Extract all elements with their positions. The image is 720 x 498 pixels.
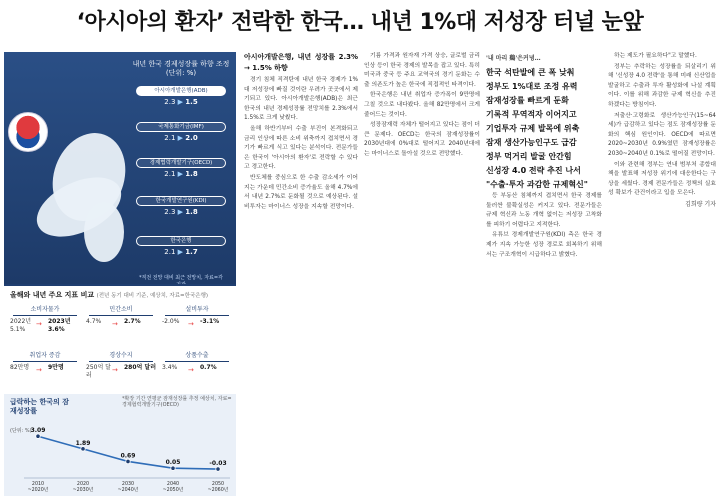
article-column-2 bbox=[364, 52, 480, 492]
pull-quote-box bbox=[486, 52, 602, 192]
article-column-4 bbox=[608, 52, 716, 492]
stat-before: -2.0% bbox=[162, 318, 180, 325]
org-values bbox=[136, 134, 226, 142]
stat-before: 3.4% bbox=[162, 364, 178, 371]
panel-title-text: 내년 한국 경제성장률 하향 조정 bbox=[132, 60, 230, 68]
data-label: -0.03 bbox=[209, 460, 227, 468]
stat-after: 9만명 bbox=[48, 364, 64, 371]
stat-label: 소비자물가 bbox=[8, 304, 82, 316]
stat-after: 2.7% bbox=[124, 318, 141, 325]
org-from: 2.3 bbox=[164, 98, 176, 106]
data-point bbox=[171, 466, 175, 470]
x-tick-label: 2020 bbox=[76, 482, 90, 487]
pull-line: 정부도 1%대로 조정 유력 bbox=[486, 82, 578, 91]
stat-cell bbox=[84, 304, 158, 344]
x-tick-label: ~2060년 bbox=[207, 488, 229, 493]
stat-cell bbox=[84, 350, 158, 390]
chart-note: *확장 기간 연평균 잠재성장률 추정 예상치, 자료=경제협력개발기구(OECD) bbox=[122, 396, 232, 408]
stats-note: (전년 동기 대비 기준, 예상치, 자료=한국은행) bbox=[96, 293, 209, 299]
stat-label: 상품수출 bbox=[160, 350, 234, 362]
org-kdi bbox=[136, 196, 226, 216]
pull-line: 기록적 무역적자 이어지고 bbox=[486, 110, 577, 119]
stat-before: 2022년 5.1% bbox=[10, 318, 32, 333]
forecast-panel bbox=[132, 56, 230, 281]
paragraph: 등 부동산 침체까지 겹치면서 한국 경제를 둘러싼 불확실성은 커지고 있다. 전문가들은 규제 혁신과 노동 개혁 없이는 저성장 고착화를 피하기 어렵다고 지적한다. bbox=[486, 193, 602, 228]
x-tick-label: ~2030년 bbox=[72, 488, 94, 493]
org-values bbox=[136, 208, 226, 216]
paragraph: 경기 침체 직격탄에 내년 한국 경제가 1%대 저성장에 빠질 것이란 우려가 곳곳에서 제기되고 있다. 아시아개발은행(ADB)은 최근 한국의 내년 경제성장률 전망치를 2.3%에서 1.5%로 크게 낮췄다. bbox=[244, 77, 358, 122]
paragraph: 한국은행은 내년 취업자 증가폭이 9만명에 그칠 것으로 내다봤다. 올해 82만명에서 크게 줄어드는 것이다. bbox=[364, 92, 480, 118]
org-bok bbox=[136, 236, 226, 256]
arrow-right-icon: → bbox=[112, 366, 118, 374]
arrow-icon: ▶ bbox=[177, 170, 184, 178]
org-from: 2.3 bbox=[164, 208, 176, 216]
stat-after: 280억 달러 bbox=[124, 364, 157, 371]
pull-line: "수출·투자 과감한 규제혁신" bbox=[486, 180, 588, 189]
org-to: 1.8 bbox=[185, 170, 198, 178]
org-oecd bbox=[136, 158, 226, 178]
data-point bbox=[126, 459, 130, 463]
data-label: 1.89 bbox=[75, 439, 91, 447]
data-label: 0.69 bbox=[120, 452, 136, 460]
x-tick-label: ~2040년 bbox=[117, 488, 139, 493]
pull-line: 정부 먹거리 발굴 안간힘 bbox=[486, 152, 572, 161]
stat-before: 250억 달러 bbox=[86, 364, 111, 379]
org-from: 2.1 bbox=[164, 134, 176, 142]
org-name: 한국은행 bbox=[136, 236, 226, 246]
arrow-right-icon: → bbox=[188, 320, 194, 328]
arrow-right-icon: → bbox=[188, 366, 194, 374]
org-name: 한국개발연구원(KDI) bbox=[136, 196, 226, 206]
arrow-icon: ▶ bbox=[177, 248, 184, 256]
org-values bbox=[136, 170, 226, 178]
org-to: 1.5 bbox=[185, 98, 198, 106]
org-values bbox=[136, 98, 226, 106]
org-name: 경제협력개발기구(OECD) bbox=[136, 158, 226, 168]
org-to: 1.7 bbox=[185, 248, 198, 256]
chart-title: 급락하는 한국의 잠재성장률 bbox=[10, 398, 69, 415]
x-tick-label: ~2020년 bbox=[27, 488, 49, 493]
org-from: 2.1 bbox=[164, 248, 176, 256]
chart-unit: (단위: %) bbox=[10, 428, 32, 434]
org-name: 국제통화기금(IMF) bbox=[136, 122, 226, 132]
data-label: 0.05 bbox=[165, 459, 181, 467]
pull-line: 한국 석탄발에 큰 폭 낮춰 bbox=[486, 68, 575, 77]
headline: ‘아시아의 환자’ 전락한 한국… 내년 1%대 저성장 터널 눈앞 bbox=[76, 10, 644, 35]
arrow-icon: ▶ bbox=[177, 98, 184, 106]
pull-line: 기업투자 규제 발목에 위축 bbox=[486, 124, 580, 133]
stat-after: -3.1% bbox=[200, 318, 220, 325]
paragraph: 올해 하반기부터 수출 부진이 본격화되고 금리 인상에 따른 소비 위축까지 겹치면서 경기가 빠르게 식고 있다는 분석이다. 전문가들은 한국이 '아시아의 환자'로 전락할 수 있다고 경고한다. bbox=[244, 125, 358, 171]
arrow-icon: ▶ bbox=[177, 208, 184, 216]
stat-cell bbox=[160, 350, 234, 390]
arrow-icon: ▶ bbox=[177, 134, 184, 142]
data-point bbox=[36, 434, 40, 438]
stats-title bbox=[10, 290, 208, 300]
stat-cell bbox=[8, 304, 82, 344]
arrow-right-icon: → bbox=[36, 320, 42, 328]
org-adb bbox=[136, 86, 226, 106]
korea-flag-icon bbox=[8, 112, 48, 152]
paragraph: 이와 관련해 정부는 연내 범부처 종합대책을 발표해 저성장 위기에 대응한다는 구상을 세웠다. 경제 전문가들은 정책의 실효성 확보가 관건이라고 입을 모은다. bbox=[608, 161, 716, 197]
paragraph: 저출산·고령화로 생산가능인구(15~64세)가 급감하고 있다는 점도 잠재성장률 둔화의 핵심 원인이다. OECD에 따르면 2020~2030년 0.9%였던 잠재성장률은 2030~2040년 0.1%로 떨어질 전망이다. bbox=[608, 112, 716, 157]
line-chart-svg bbox=[4, 394, 236, 496]
org-imf bbox=[136, 122, 226, 142]
potential-growth-chart bbox=[4, 394, 236, 496]
stat-before: 82만명 bbox=[10, 364, 30, 371]
stat-label: 취업자 증감 bbox=[8, 350, 82, 362]
stat-cell bbox=[8, 350, 82, 390]
forecast-panel-area bbox=[4, 52, 236, 284]
infographic bbox=[4, 52, 236, 496]
stat-label: 설비투자 bbox=[160, 304, 234, 316]
stats-title-text: 올해와 내년 주요 지표 비교 bbox=[10, 291, 95, 299]
stat-after: 2023년 3.6% bbox=[48, 318, 71, 333]
decorative-blob bbox=[84, 202, 124, 262]
stat-before: 4.7% bbox=[86, 318, 102, 325]
indicator-comparison bbox=[4, 284, 236, 394]
panel-unit: (단위: %) bbox=[165, 69, 197, 77]
paragraph: 성장잠재력 자체가 떨어지고 있다는 점이 더 큰 문제다. OECD는 한국의 잠재성장률이 2030년대에 0%대로 떨어지고 2040년대에는 마이너스로 돌아설 것으로 전망했다. bbox=[364, 122, 480, 157]
x-tick-label: 2010 bbox=[31, 482, 45, 487]
paragraph: 기름 가격과 원자재 가격 상승, 글로벌 금리 인상 등이 한국 경제의 발목을 잡고 있다. 특히 미국과 중국 등 주요 교역국의 경기 둔화는 수출 의존도가 높은 한국에 직접적인 타격이다. bbox=[364, 53, 480, 88]
org-to: 2.0 bbox=[185, 134, 198, 142]
stat-cell bbox=[160, 304, 234, 344]
data-point bbox=[216, 467, 220, 471]
panel-title bbox=[132, 60, 230, 78]
pull-kicker: '내 마리 鷄'은커녕… bbox=[486, 55, 541, 62]
paragraph: 반도체를 중심으로 한 수출 감소세가 이어지는 가운데 민간소비 증가율도 올해 4.7%에서 내년 2.7%로 둔화될 것으로 예상된다. 설비투자는 마이너스 성장을 지속할 전망이다. bbox=[244, 174, 358, 210]
article-column-1 bbox=[244, 52, 358, 492]
article-column-3 bbox=[486, 52, 602, 492]
panel-note: *직전 전망 대비 최근 전망치, 자료=각 bbox=[139, 275, 223, 281]
paragraph: 유튜브 경제개발연구원(KDI) 측은 한국 경제가 지속 가능한 성장 경로로 회복하기 위해서는 구조개혁이 시급하다고 밝혔다. bbox=[486, 232, 602, 258]
arrow-right-icon: → bbox=[112, 320, 118, 328]
org-values bbox=[136, 248, 226, 256]
paragraph: 하는 제도가 필요하다"고 말했다. bbox=[614, 53, 697, 59]
pull-line: 신성장 4.0 전략 추진 나서 bbox=[486, 166, 581, 175]
stat-label: 경상수지 bbox=[84, 350, 158, 362]
org-from: 2.1 bbox=[164, 170, 176, 178]
stat-label: 민간소비 bbox=[84, 304, 158, 316]
paragraph: 정부는 추락하는 성장률을 되살리기 위해 '신성장 4.0 전략'을 통해 미래 신산업을 발굴하고 수출과 투자 활성화에 나설 계획이다. 이를 위해 과감한 규제 혁신을 추진하겠다는 방침이다. bbox=[608, 63, 716, 108]
pull-line: 잠재성장률 빠르게 둔화 bbox=[486, 96, 569, 105]
org-to: 1.8 bbox=[185, 208, 198, 216]
data-point bbox=[81, 447, 85, 451]
data-label: 3.09 bbox=[30, 427, 46, 435]
byline: 김희량 기자 bbox=[685, 200, 716, 208]
x-tick-label: 2030 bbox=[121, 482, 135, 487]
x-tick-label: 2050 bbox=[211, 482, 225, 487]
org-name: 아시아개발은행(ADB) bbox=[136, 86, 226, 96]
x-tick-label: 2040 bbox=[166, 482, 180, 487]
article-subhead: 아시아개발은행, 내년 성장률 2.3% → 1.5% 하향 bbox=[244, 53, 358, 72]
pull-line: 잠재 생산가능인구도 급감 bbox=[486, 138, 577, 147]
arrow-right-icon: → bbox=[36, 366, 42, 374]
x-tick-label: ~2050년 bbox=[162, 488, 184, 493]
stat-after: 0.7% bbox=[200, 364, 217, 371]
